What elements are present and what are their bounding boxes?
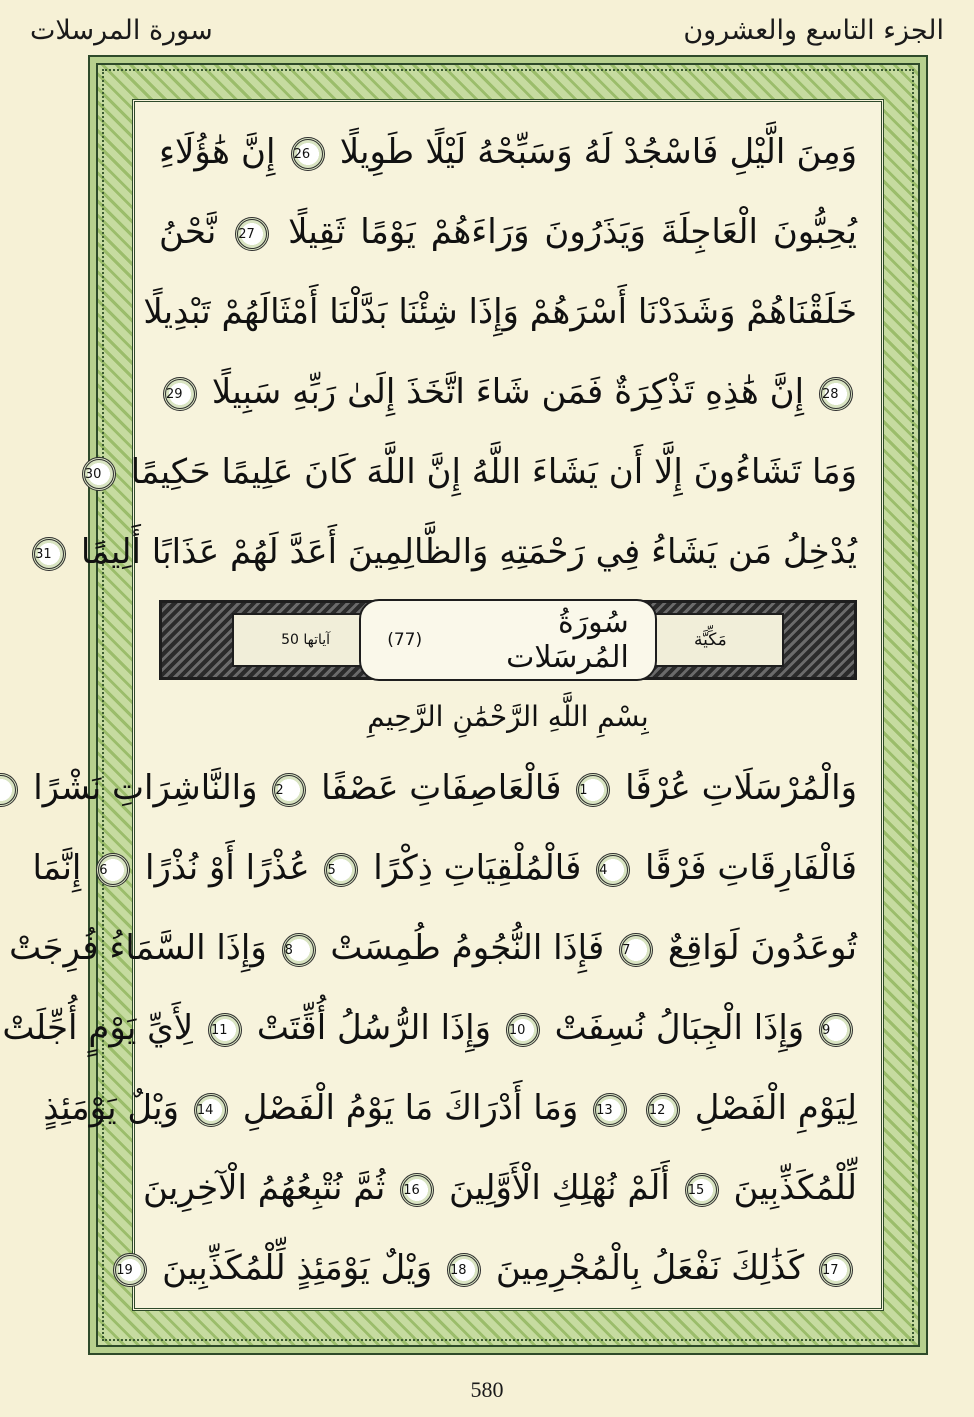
verse-line-1: وَمِنَ الَّيْلِ فَاسْجُدْ لَهُ وَسَبِّحْهُ لَيْلًا طَوِيلًا 26 إِنَّ هَٰؤُلَاءِ: [159, 132, 857, 172]
verse-line-11: لِيَوْمِ الْفَصْلِ 12 13 وَمَا أَدْرَاكَ مَا يَوْمُ الْفَصْلِ 14 وَيْلٌ يَوْمَئِذٍ: [43, 1088, 857, 1128]
surah-number: (77): [387, 630, 423, 650]
ayah-marker-19: 19: [113, 1253, 147, 1287]
ayah-marker-4: 4: [596, 853, 630, 887]
page-header: [30, 8, 944, 52]
ayah-marker-29: 29: [163, 377, 197, 411]
verse-line-4: 28 إِنَّ هَٰذِهِ تَذْكِرَةٌ فَمَن شَاءَ اتَّخَذَ إِلَىٰ رَبِّهِ سَبِيلًا 29: [159, 352, 857, 432]
ayah-marker-26: 26: [291, 137, 325, 171]
verse-line-10: 9 وَإِذَا الْجِبَالُ نُسِفَتْ 10 وَإِذَا الرُّسُلُ أُقِّتَتْ 11 لِأَيِّ يَوْمٍ أُجِّلَتْ: [159, 988, 857, 1068]
verse-count: آياتها 50: [281, 632, 331, 648]
ayah-marker-11: 11: [208, 1013, 242, 1047]
surah-banner-inner: [232, 605, 784, 675]
ayah-marker-31: 31: [32, 537, 66, 571]
ayah-marker-6: 6: [96, 853, 130, 887]
revelation-type: مَكِّيَّة: [694, 630, 727, 650]
ayah-marker-10: 10: [506, 1013, 540, 1047]
ayah-marker-3: [0, 773, 18, 807]
ayah-marker-15: 15: [685, 1173, 719, 1207]
verse-line-9: تُوعَدُونَ لَوَاقِعٌ 7 فَإِذَا النُّجُومُ طُمِسَتْ 8 وَإِذَا السَّمَاءُ فُرِجَتْ: [9, 928, 857, 968]
surah-banner: [159, 600, 857, 680]
ayah-marker-18: 18: [447, 1253, 481, 1287]
ayah-marker-8: 8: [282, 933, 316, 967]
ayah-marker-14: 14: [194, 1093, 228, 1127]
ayah-marker-2: 2: [272, 773, 306, 807]
ayah-marker-30: 30: [82, 457, 116, 491]
ayah-marker-1: 1: [576, 773, 610, 807]
text-area: [2, 99, 884, 1311]
verse-line-12: لِّلْمُكَذِّبِينَ 15 أَلَمْ نُهْلِكِ الْأَوَّلِينَ 16 ثُمَّ نُتْبِعُهُمُ الْآخِرِينَ: [143, 1168, 857, 1208]
verse-line-3: خَلَقْنَاهُمْ وَشَدَدْنَا أَسْرَهُمْ وَإِذَا شِئْنَا بَدَّلْنَا أَمْثَالَهُمْ تَبْدِيلًا: [143, 292, 857, 332]
ornamental-border: [2, 63, 920, 1347]
ayah-marker-27: 27: [235, 217, 269, 251]
ayah-marker-12: 12: [646, 1093, 680, 1127]
verse-line-2: يُحِبُّونَ الْعَاجِلَةَ وَيَذَرُونَ وَرَاءَهُمْ يَوْمًا ثَقِيلًا 27 نَّحْنُ: [159, 212, 858, 252]
verse-line-7: وَالْمُرْسَلَاتِ عُرْفًا 1 فَالْعَاصِفَاتِ عَصْفًا 2 وَالنَّاشِرَاتِ نَشْرًا: [159, 748, 857, 828]
ayah-marker-5: 5: [324, 853, 358, 887]
verse-line-5: وَمَا تَشَاءُونَ إِلَّا أَن يَشَاءَ اللَّهُ إِنَّ اللَّهَ كَانَ عَلِيمًا حَكِيمًا 30: [159, 432, 857, 512]
juz-title: الجزء التاسع والعشرون: [683, 14, 944, 46]
decorative-frame: [2, 55, 928, 1355]
ayah-marker-17: 17: [819, 1253, 853, 1287]
basmala: بِسْمِ اللَّهِ الرَّحْمَٰنِ الرَّحِيمِ: [367, 700, 649, 733]
verse-line-6: يُدْخِلُ مَن يَشَاءُ فِي رَحْمَتِهِ وَالظَّالِمِينَ أَعَدَّ لَهُمْ عَذَابًا أَلِيمًا 31: [159, 512, 857, 592]
ayah-marker-16: 16: [400, 1173, 434, 1207]
page-number: 580: [470, 1377, 504, 1402]
surah-title-cartouche: [359, 599, 657, 681]
verse-line-8: فَالْفَارِقَاتِ فَرْقًا 4 فَالْمُلْقِيَاتِ ذِكْرًا 5 عُذْرًا أَوْ نُذْرًا 6 إِنَّمَا: [32, 848, 857, 888]
surah-title: سُورَةُ المُرسَلات: [506, 605, 629, 675]
ayah-marker-28: 28: [819, 377, 853, 411]
ayah-marker-9: 9: [819, 1013, 853, 1047]
ayah-marker-13: 13: [593, 1093, 627, 1127]
verse-line-13: 17 كَذَٰلِكَ نَفْعَلُ بِالْمُجْرِمِينَ 18 وَيْلٌ يَوْمَئِذٍ لِّلْمُكَذِّبِينَ 19: [159, 1228, 857, 1308]
ayah-marker-7: 7: [619, 933, 653, 967]
surah-header-title: سورة المرسلات: [30, 14, 213, 46]
